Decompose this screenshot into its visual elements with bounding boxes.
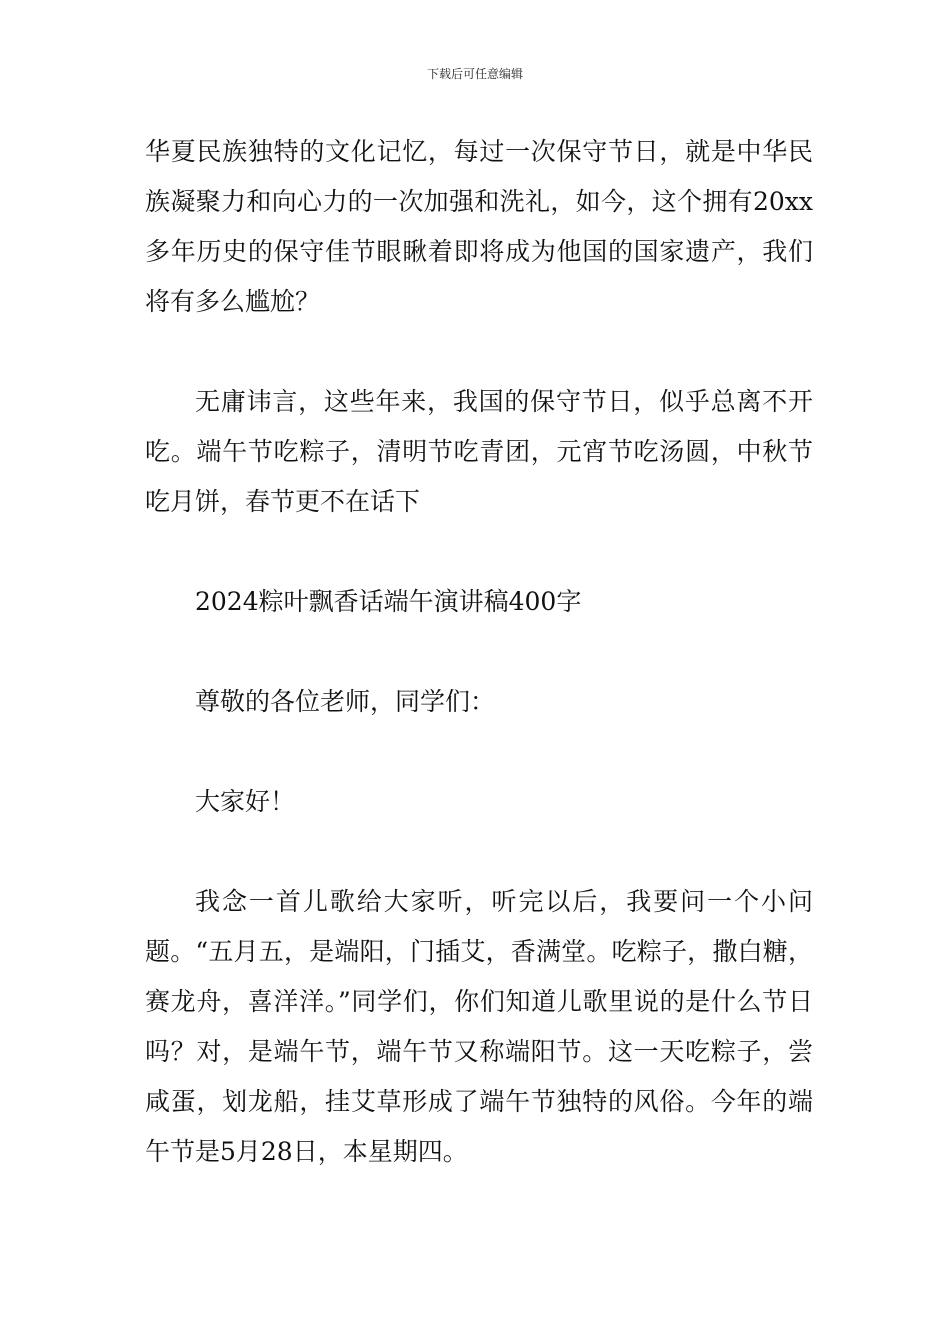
paragraph-nursery-rhyme: 我念一首儿歌给大家听，听完以后，我要问一个小问题。“五月五，是端阳，门插艾，香满堂。吃粽子，撒白糖，赛龙舟，喜洋洋。”同学们，你们知道儿歌里说的是什么节日吗？对，是端午节，端午节又称端阳节。这一天吃粽子，尝咸蛋，划龙船，挂艾草形成了端午节独特的风俗。今年的端午节是5月28日，本星期四。 — [145, 887, 813, 1166]
page-header: 下载后可任意编辑 — [426, 67, 523, 81]
paragraph-continuation: 华夏民族独特的文化记忆，每过一次保守节日，就是中华民族凝聚力和向心力的一次加强和洗礼，如今，这个拥有20xx多年历史的保守佳节眼瞅着即将成为他国的国家遗产，我们将有多么尴尬？ — [145, 137, 813, 316]
paragraph-traditional-festivals: 无庸讳言，这些年来，我国的保守节日，似乎总离不开吃。端午节吃粽子，清明节吃青团，元宵节吃汤圆，中秋节吃月饼，春节更不在话下 — [145, 387, 813, 516]
speech-greeting: 大家好！ — [195, 787, 296, 816]
document-body — [145, 127, 813, 1177]
speech-title: 2024粽叶飘香话端午演讲稿400字 — [195, 587, 582, 616]
speech-salutation: 尊敬的各位老师，同学们： — [195, 687, 496, 716]
